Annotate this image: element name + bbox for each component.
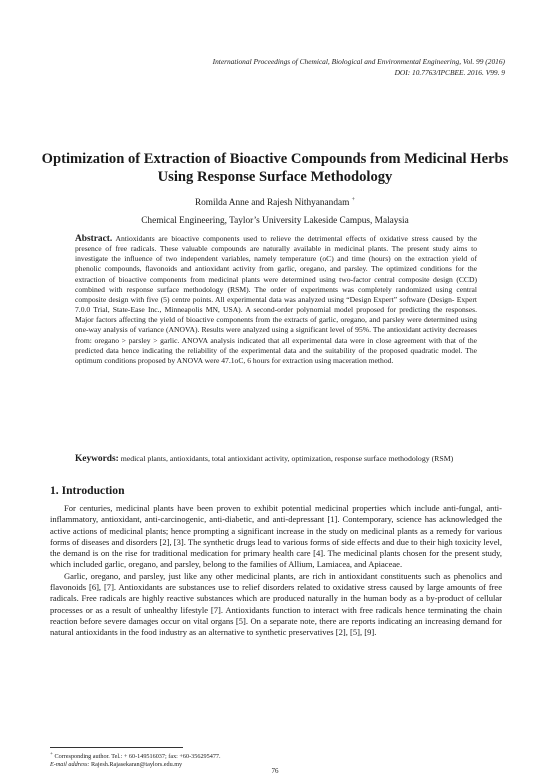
email-address[interactable]: Rajesh.Rajasekaran@taylors.edu.my — [91, 761, 183, 769]
journal-citation: International Proceedings of Chemical, Biological and Environmental Engineering, Vol. 99 (2016) — [212, 57, 505, 66]
footnote-contact — [50, 750, 510, 761]
email-label: E-mail address: — [50, 761, 90, 769]
corresponding-author-mark: + — [351, 196, 356, 203]
journal-header — [213, 57, 505, 78]
abstract — [75, 234, 477, 366]
author-names: Romilda Anne and Rajesh Nithyanandam — [194, 198, 350, 208]
footnote-mark: + — [50, 751, 53, 757]
paragraph: Garlic, oregano, and parsley, just like any other medicinal plants, are rich in antioxidant constituents such as phenolics and flavonoids [6], [7]. Antioxidants are substances use to relief disorders related to oxidative stress caused by large amounts of free radicals. Free radicals are highly reactive substances which are produced naturally in the human body as a by-product of cellular processes or as a result of unhealthy lifestyle [7]. Antioxidants function to interact with free radicals hence terminating the chain reaction before severe damages occur on vital organs [5]. On a separate note, there are reports indicating an increasing demand for natural antioxidants in the food industry as an alternative to synthetic preservatives [2], [5], [9]. — [50, 570, 502, 638]
contact-details: Corresponding author. Tel.: + 60-149516037; fax: +60-356295477. — [54, 753, 221, 761]
introduction-body — [50, 503, 502, 639]
section-heading-introduction: 1. Introduction — [50, 484, 125, 497]
affiliation: Chemical Engineering, Taylor’s University Lakeside Campus, Malaysia — [141, 216, 409, 226]
footnote-divider — [50, 747, 183, 748]
abstract-text: Antioxidants are bioactive components used to relieve the detrimental effects of oxidative stress caused by the presence of free radicals. These valuable compounds are naturally available in medicinal plants. The present study aims to investigate the influence of two independent variables, namely temperature (oC) and time (hours) on the extraction yield of phenolic compounds, flavonoids and antioxidant activity from garlic, oregano, and parsley. The optimized conditions for the extraction of bioactive components from medicinal plants were determined using two-factor central composite design (CCD) combined with response surface methodology (RSM). The order of experiments was completely randomized using central composite design with five (5) centre points. All experimental data was analyzed using “Design Expert” software (Design- Expert 7.0.0 Trial, State-Ease Inc., Minneapolis MN, USA). A second-order polynomial model proposed for predicting the responses. Major factors affecting the yield of bioactive components from the extracts of garlic, oregano, and parsley were determined using one-way analysis of variance (ANOVA). Results were analyzed using a significant level of 95%. The antioxidant activity decreases from: oregano > parsley > garlic. ANOVA analysis indicated that all experimental data were in close agreement with that of the predicted data hence indicating the reliability of the experimental data and the suitability of the proposed quadratic model. The optimum conditions proposed by ANOVA were 47.1oC, 6 hours for extraction using maceration method. — [75, 234, 478, 365]
keywords-text: medical plants, antioxidants, total antioxidant activity, optimization, response surface methodology (RSM) — [120, 454, 454, 463]
paper-title: Optimization of Extraction of Bioactive Compounds from Medicinal Herbs Using Response Surface Methodology — [41, 151, 509, 185]
doi: DOI: 10.7763/IPCBEE. 2016. V99. 9 — [394, 67, 505, 77]
keywords — [75, 454, 477, 464]
keywords-label: Keywords: — [75, 454, 119, 464]
paragraph: For centuries, medicinal plants have been proven to exhibit potential medicinal properties which include anti-fungal, anti-inflammatory, antioxidant, anti-carcinogenic, anti-diabetic, and anti-depressant [1]. Contemporary, science has acknowledged the active actions of medicinal plants; hence prompting a significant increase in the study on medicinal plants as a remedy for various forms of diseases and disorders [2], [3]. The synthetic drugs lead to various forms of side effects and due to their high toxicity level, the demand is on the rise for traditional medication for primary health care [4]. The medicinal plants chosen for the present study, which included garlic, oregano, and parsley, belong to the families of Allium, Lamiacea, and Apiaceae. — [50, 503, 502, 570]
page-number: 76 — [271, 767, 279, 775]
authors — [40, 197, 510, 209]
abstract-label: Abstract. — [75, 234, 113, 244]
